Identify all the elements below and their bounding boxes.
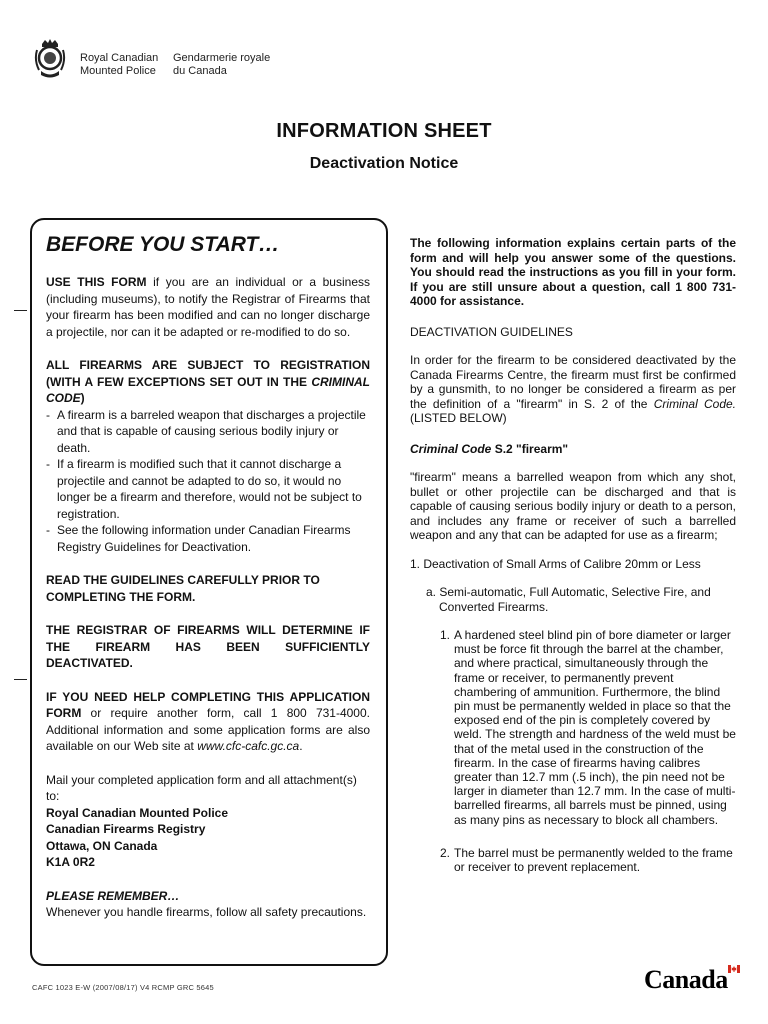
canada-flag-icon [728, 965, 740, 973]
agency-name-english: Royal Canadian Mounted Police [80, 52, 159, 77]
canada-wordmark: Canada [644, 965, 728, 994]
intro-paragraph: The following information explains certain parts of the form and will help you answer some of the questions. You should read the instructions as you fill in your form. If you are still unsure about a question, call 1 800 731-4000 for assistance. [410, 236, 736, 308]
guidelines-heading: DEACTIVATION GUIDELINES [410, 324, 573, 339]
numbered-item-1: 1. A hardened steel blind pin of bore diameter or larger must be force fit through the barrel at the chamber, and where practical, simultaneously through the frame or receiver, to permanently prevent chambering of ammunition. Furthermore, the blind pin must be permanently welded in place so that the exposed end of the pin is completely covered by weld. The strength and hardness of the weld must be that of the metal used in the construction of the firearm. In the case of firearms having calibres greater than 12.7 mm (.5 inch), the pin need not be larger in diameter than 12.7 mm. In the case of multi-barrelled firearms, all barrels must be pinned, using as many pins as necessary to block all chambers. [440, 628, 736, 827]
before-you-start-box [30, 218, 388, 966]
use-this-form-paragraph: USE THIS FORM if you are an individual or a business (including museums), to notify the Registrar of Firearms that your firearm has been modified and can no longer discharge a projectile, nor can it be adapted or re-modified to do so. [46, 275, 370, 339]
firearm-definition: "firearm" means a barrelled weapon from which any shot, bullet or other projectile can be discharged and that is capable of causing serious bodily injury or death to a person, and includes any frame or receiver of such a barrelled weapon and any that can be adapted for use as a firearm; [410, 470, 736, 542]
form-code: CAFC 1023 E-W (2007/08/17) V4 RCMP GRC 5645 [32, 983, 214, 992]
website-link[interactable]: www.cfc-cafc.gc.ca [197, 739, 300, 753]
remember-heading: PLEASE REMEMBER… [46, 888, 180, 903]
remember-text: Whenever you handle firearms, follow all safety precautions. [46, 905, 367, 919]
rcmp-crest-icon [33, 38, 67, 80]
list-item: - See the following information under Canadian Firearms Registry Guidelines for Deactivation. [46, 522, 370, 555]
margin-tick [14, 310, 27, 311]
margin-tick [14, 679, 27, 680]
mail-intro: Mail your completed application form and all attachment(s) to: [46, 772, 357, 803]
subsection-a: a. Semi-automatic, Full Automatic, Selective Fire, and Converted Firearms. [426, 585, 711, 614]
help-paragraph: IF YOU NEED HELP COMPLETING THIS APPLICATION FORM or require another form, call 1 800 731-4000. Additional information and some application forms are also available on our Web site at www.cfc-cafc.gc.ca. [46, 689, 370, 753]
list-item: - If a firearm is modified such that it cannot discharge a projectile and cannot be adapted to do so, it would no longer be a firearm and therefore, would not be subject to registration. [46, 456, 370, 522]
registrar-paragraph: THE REGISTRAR OF FIREARMS WILL DETERMINE IF THE FIREARM HAS BEEN SUFFICIENTLY DEACTIVATED. [46, 623, 370, 670]
read-guidelines-paragraph: READ THE GUIDELINES CAREFULLY PRIOR TO COMPLETING THE FORM. [46, 573, 320, 604]
firearm-bullet-list [46, 407, 370, 556]
numbered-item-2: 2. The barrel must be permanently welded to the frame or receiver to prevent replacement. [440, 845, 733, 875]
section-1-heading: 1. Deactivation of Small Arms of Calibre 20mm or Less [410, 556, 701, 571]
box-heading: BEFORE YOU START… [46, 233, 280, 256]
right-column [410, 236, 736, 874]
guidelines-paragraph: In order for the firearm to be considered deactivated by the Canada Firearms Centre, the firearm must first be confirmed by a gunsmith, to no longer be considered a firearm as per the definition of a "firearm" in S. 2 of the Criminal Code. (LISTED BELOW) [410, 353, 737, 425]
page-title: INFORMATION SHEET [276, 120, 492, 142]
page-subtitle: Deactivation Notice [309, 155, 459, 172]
agency-name-french: Gendarmerie royale du Canada [173, 52, 271, 77]
criminal-code-heading: Criminal Code S.2 "firearm" [410, 441, 569, 456]
registration-paragraph: ALL FIREARMS ARE SUBJECT TO REGISTRATION (WITH A FEW EXCEPTIONS SET OUT IN THE CRIMINAL CODE) [46, 358, 370, 405]
mailing-address: Royal Canadian Mounted Police Canadian Firearms Registry Ottawa, ON Canada K1A 0R2 [46, 805, 229, 869]
list-item: - A firearm is a barreled weapon that discharges a projectile and that is capable of causing serious bodily injury or death. [46, 407, 370, 457]
